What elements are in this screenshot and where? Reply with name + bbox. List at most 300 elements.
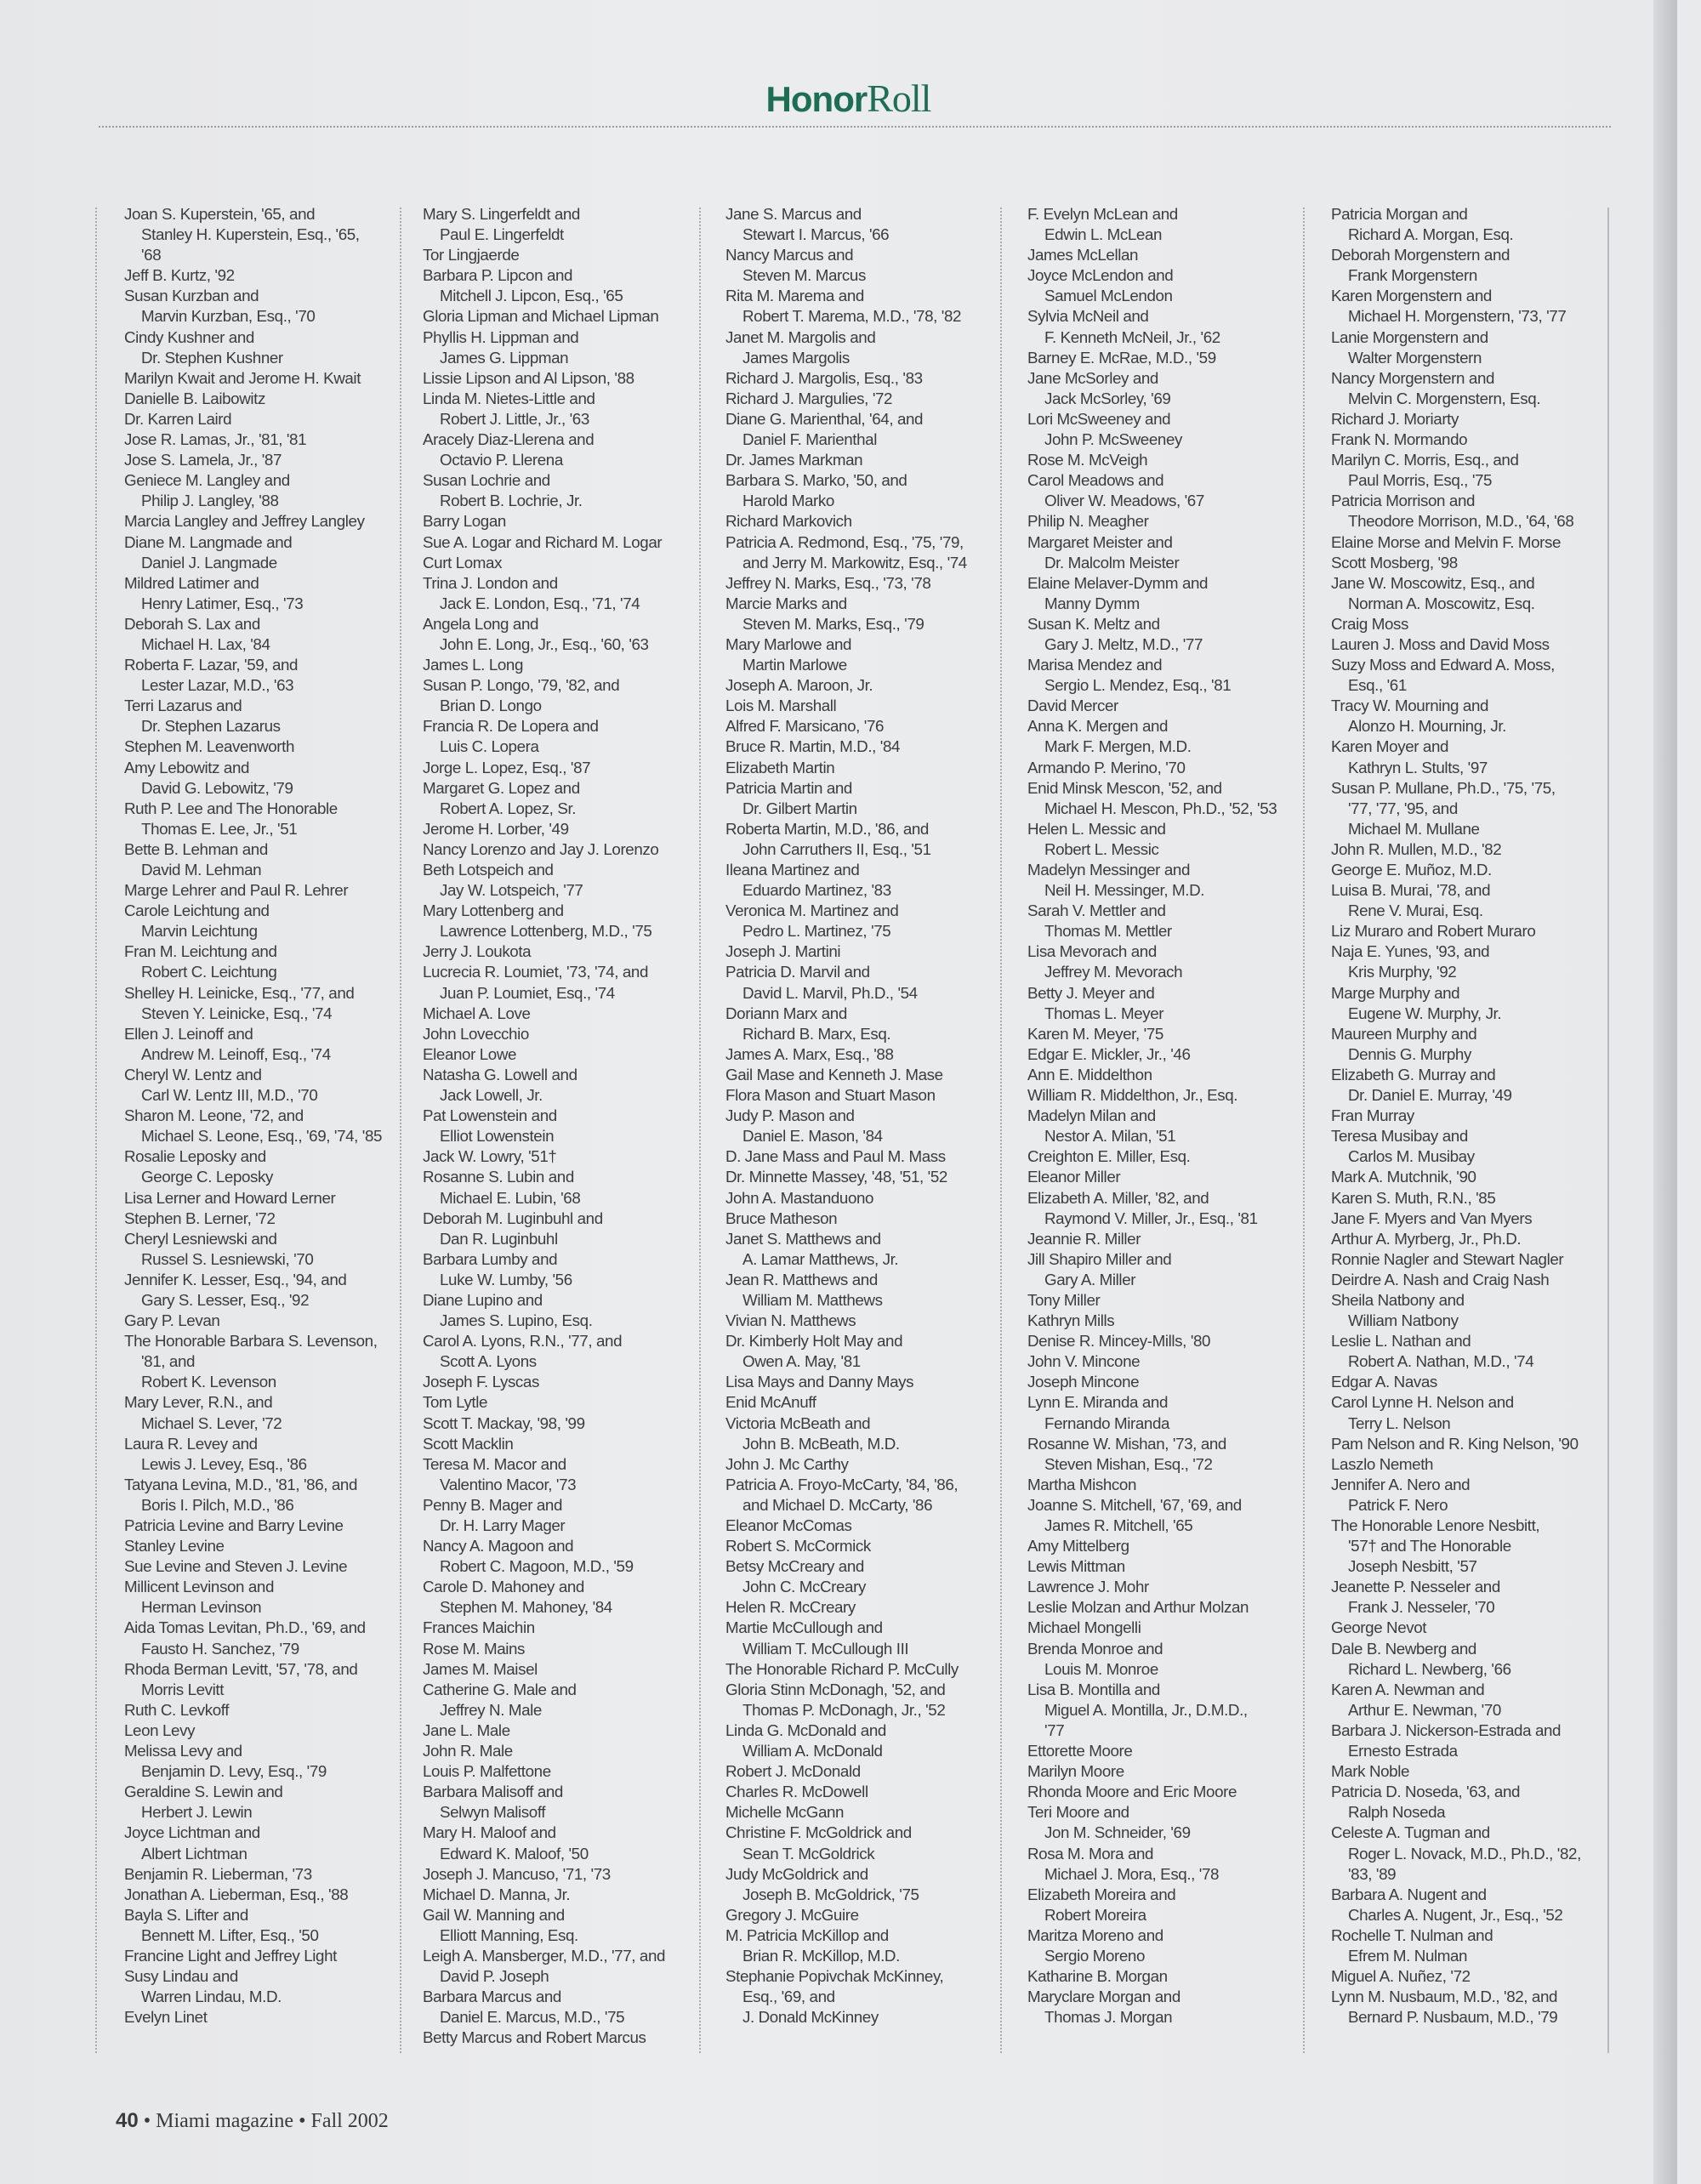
donor-name: Christine F. McGoldrick and: [725, 1823, 912, 1842]
donor-name: Lanie Morgenstern and: [1331, 327, 1488, 346]
donor-name: The Honorable Lenore Nesbitt,: [1331, 1516, 1540, 1534]
donor-name: Cheryl Lesniewski and: [124, 1229, 277, 1248]
page-number: 40: [116, 2109, 139, 2132]
donor-name-continuation: Kathryn L. Stults, '97: [1348, 758, 1488, 776]
donor-name-continuation: Robert J. Little, Jr., '63: [440, 409, 589, 428]
donor-name: Patricia D. Marvil and: [725, 963, 870, 981]
donor-name: Elaine Melaver-Dymm and: [1027, 573, 1209, 592]
donor-name-continuation: Russel S. Lesniewski, '70: [141, 1249, 314, 1268]
donor-name: Beth Lotspeich and: [423, 861, 554, 879]
donor-name: Trina J. London and: [423, 573, 558, 592]
donor-name-continuation: John C. McCreary: [742, 1578, 866, 1596]
donor-name-continuation: Charles A. Nugent, Jr., Esq., '52: [1348, 1905, 1563, 1924]
donor-name-continuation: Boris I. Pilch, M.D., '86: [141, 1495, 294, 1514]
donor-name: Robert J. McDonald: [725, 1762, 861, 1781]
donor-name: Kathryn Mills: [1027, 1311, 1115, 1330]
donor-name: Ruth C. Levkoff: [124, 1700, 230, 1719]
donor-name: Miguel A. Nuñez, '72: [1331, 1967, 1471, 1986]
donor-name: David Mercer: [1027, 697, 1118, 715]
donor-name: Nancy A. Magoon and: [423, 1537, 574, 1556]
donor-name: John R. Mullen, M.D., '82: [1331, 839, 1502, 858]
donor-name-continuation: '68: [141, 246, 162, 264]
donor-name-continuation: William Natbony: [1348, 1311, 1459, 1330]
donor-name-continuation: Walter Morgenstern: [1348, 348, 1482, 367]
donor-name-continuation: Edward K. Maloof, '50: [440, 1844, 589, 1863]
donor-name: Judy McGoldrick and: [725, 1864, 868, 1883]
donor-name: Marisa Mendez and: [1027, 656, 1163, 674]
donor-name-continuation: Richard L. Newberg, '66: [1348, 1659, 1511, 1678]
donor-name-continuation: Richard A. Morgan, Esq.: [1348, 225, 1514, 244]
donor-name-continuation: Steven Y. Leinicke, Esq., '74: [141, 1004, 333, 1022]
donor-name: Aida Tomas Levitan, Ph.D., '69, and: [124, 1618, 366, 1637]
donor-name: Ettorette Moore: [1027, 1742, 1133, 1760]
donor-name: Cindy Kushner and: [124, 327, 254, 346]
donor-name: Teresa Musibay and: [1331, 1127, 1468, 1146]
donor-name-continuation: Louis M. Monroe: [1044, 1659, 1158, 1678]
donor-name: Gloria Stinn McDonagh, '52, and: [725, 1680, 946, 1698]
donor-name-continuation: Gary S. Lesser, Esq., '92: [141, 1290, 310, 1309]
donor-name: Jose S. Lamela, Jr., '87: [124, 451, 282, 469]
donor-name: Veronica M. Martinez and: [725, 901, 899, 920]
donor-name: Phyllis H. Lippman and: [423, 327, 579, 346]
donor-name: Pam Nelson and R. King Nelson, '90: [1331, 1434, 1579, 1453]
donor-name: Joseph F. Lyscas: [423, 1373, 539, 1391]
donor-name: Betty Marcus and Robert Marcus: [423, 2028, 646, 2047]
footer-separator: •: [293, 2110, 311, 2132]
donor-name-continuation: James Margolis: [742, 348, 850, 367]
donor-name: Elaine Morse and Melvin F. Morse: [1331, 532, 1562, 551]
donor-name-continuation: Joseph B. McGoldrick, '75: [742, 1885, 919, 1903]
donor-name: Shelley H. Leinicke, Esq., '77, and: [124, 983, 355, 1002]
donor-name: Marilyn C. Morris, Esq., and: [1331, 451, 1519, 469]
donor-name: Nancy Marcus and: [725, 246, 854, 264]
donor-name: Stephen B. Lerner, '72: [124, 1209, 276, 1227]
donor-name: Elizabeth Moreira and: [1027, 1885, 1176, 1903]
donor-name-continuation: Jack Lowell, Jr.: [440, 1086, 543, 1105]
donor-name: Barbara J. Nickerson-Estrada and: [1331, 1720, 1562, 1739]
donor-name: Gregory J. McGuire: [725, 1905, 859, 1924]
donor-name: Lissie Lipson and Al Lipson, '88: [423, 368, 634, 387]
donor-name-continuation: Efrem M. Nulman: [1348, 1946, 1468, 1965]
donor-name-continuation: Gary A. Miller: [1044, 1270, 1136, 1288]
donor-name: Barry Logan: [423, 512, 506, 531]
donor-name: Leslie Molzan and Arthur Molzan: [1027, 1598, 1249, 1617]
donor-name-continuation: John Carruthers II, Esq., '51: [742, 839, 931, 858]
donor-name: Carole Leichtung and: [124, 901, 270, 920]
donor-name: Bruce Matheson: [725, 1209, 838, 1227]
donor-name: Gail W. Manning and: [423, 1905, 565, 1924]
donor-name: James McLellan: [1027, 246, 1139, 264]
donor-name-continuation: and Michael D. McCarty, '86: [742, 1495, 933, 1514]
donor-name: Jane McSorley and: [1027, 368, 1158, 387]
donor-name-continuation: Theodore Morrison, M.D., '64, '68: [1348, 512, 1574, 531]
donor-name-continuation: George C. Leposky: [141, 1168, 274, 1186]
donor-name: Dr. Kimberly Holt May and: [725, 1332, 903, 1351]
donor-name: Maritza Moreno and: [1027, 1925, 1163, 1944]
donor-name-continuation: Sergio Moreno: [1044, 1946, 1145, 1965]
donor-name: Lisa Lerner and Howard Lerner: [124, 1188, 336, 1207]
donor-name-continuation: Paul E. Lingerfeldt: [440, 225, 564, 244]
donor-name: Susan K. Meltz and: [1027, 614, 1160, 633]
donor-name-continuation: Esq., '69, and: [742, 1988, 835, 2006]
donor-name: Naja E. Yunes, '93, and: [1331, 942, 1490, 961]
donor-name: Frank N. Mormando: [1331, 430, 1468, 449]
donor-name-continuation: Robert Moreira: [1044, 1905, 1146, 1924]
donor-name: Janet S. Matthews and: [725, 1229, 881, 1248]
donor-name-continuation: Michael H. Morgenstern, '73, '77: [1348, 307, 1567, 326]
donor-name-continuation: Alonzo H. Mourning, Jr.: [1348, 717, 1507, 736]
donor-name-continuation: David M. Lehman: [141, 861, 262, 879]
donor-name: Mark Noble: [1331, 1762, 1410, 1781]
donor-name: Craig Moss: [1331, 614, 1408, 633]
donor-name: Karen M. Meyer, '75: [1027, 1024, 1163, 1043]
donor-name: Francia R. De Lopera and: [423, 717, 599, 736]
donor-name: Janet M. Margolis and: [725, 327, 876, 346]
donor-name-continuation: Andrew M. Leinoff, Esq., '74: [141, 1044, 331, 1063]
donor-name: John R. Male: [423, 1742, 513, 1760]
donor-name: Jonathan A. Lieberman, Esq., '88: [124, 1885, 349, 1903]
donor-name: Teri Moore and: [1027, 1803, 1129, 1822]
donor-name-continuation: Elliot Lowenstein: [440, 1127, 555, 1146]
donor-name: Aracely Diaz-Llerena and: [423, 430, 594, 449]
honor-roll-column-4: [1027, 204, 1317, 2028]
donor-name: Catherine G. Male and: [423, 1680, 577, 1698]
donor-name: Lawrence J. Mohr: [1027, 1578, 1149, 1596]
donor-name: Doriann Marx and: [725, 1004, 847, 1022]
donor-name: Francine Light and Jeffrey Light: [124, 1946, 337, 1965]
donor-name: Patricia Martin and: [725, 778, 852, 797]
donor-name-continuation: Eduardo Martinez, '83: [742, 881, 891, 900]
donor-name-continuation: Carlos M. Musibay: [1348, 1147, 1475, 1166]
donor-name: Natasha G. Lowell and: [423, 1065, 577, 1083]
donor-name-continuation: Steven M. Marcus: [742, 266, 866, 285]
donor-name: Sue Levine and Steven J. Levine: [124, 1557, 348, 1576]
donor-name-continuation: '77: [1044, 1720, 1065, 1739]
issue-date: Fall 2002: [310, 2110, 389, 2132]
donor-name: Helen R. McCreary: [725, 1598, 856, 1617]
donor-name-continuation: Kris Murphy, '92: [1348, 963, 1457, 981]
page-footer: [116, 2109, 389, 2133]
donor-name-continuation: Lewis J. Levey, Esq., '86: [141, 1454, 307, 1473]
donor-name: Danielle B. Laibowitz: [124, 389, 265, 407]
donor-name: Rosanne S. Lubin and: [423, 1168, 574, 1186]
donor-name-continuation: Eugene W. Murphy, Jr.: [1348, 1004, 1502, 1022]
donor-name: Karen S. Muth, R.N., '85: [1331, 1188, 1496, 1207]
donor-name-continuation: Samuel McLendon: [1044, 287, 1173, 305]
donor-name: Deborah S. Lax and: [124, 614, 260, 633]
donor-name: Karen Morgenstern and: [1331, 287, 1492, 305]
donor-name: Jack W. Lowry, '51†: [423, 1147, 557, 1166]
donor-name: Maureen Murphy and: [1331, 1024, 1477, 1043]
donor-name: Madelyn Messinger and: [1027, 861, 1190, 879]
donor-name: Barbara P. Lipcon and: [423, 266, 573, 285]
donor-name: Brenda Monroe and: [1027, 1639, 1163, 1658]
donor-name-continuation: Herbert J. Lewin: [141, 1803, 253, 1822]
donor-name-continuation: '77, '77, '95, and: [1348, 799, 1458, 817]
honor-roll-column-1: [124, 204, 413, 2028]
donor-name: Michael A. Love: [423, 1004, 531, 1022]
donor-name: Jeffrey N. Marks, Esq., '73, '78: [725, 573, 931, 592]
donor-name: Michelle McGann: [725, 1803, 845, 1822]
donor-name-continuation: Thomas E. Lee, Jr., '51: [141, 819, 298, 838]
donor-name: John V. Mincone: [1027, 1352, 1141, 1371]
donor-name: Diane G. Marienthal, '64, and: [725, 409, 924, 428]
donor-name: Michael D. Manna, Jr.: [423, 1885, 571, 1903]
donor-name-continuation: Dr. H. Larry Mager: [440, 1516, 566, 1534]
donor-name-continuation: Robert C. Magoon, M.D., '59: [440, 1557, 634, 1576]
donor-name-continuation: Raymond V. Miller, Jr., Esq., '81: [1044, 1209, 1258, 1227]
donor-name: Bayla S. Lifter and: [124, 1905, 248, 1924]
donor-name-continuation: Michael J. Mora, Esq., '78: [1044, 1864, 1220, 1883]
donor-name: Jane S. Marcus and: [725, 205, 862, 223]
donor-name: Betsy McCreary and: [725, 1557, 864, 1576]
donor-name-continuation: Jack E. London, Esq., '71, '74: [440, 594, 640, 612]
donor-name: Angela Long and: [423, 614, 539, 633]
donor-name-continuation: Frank Morgenstern: [1348, 266, 1477, 285]
donor-name: Karen Moyer and: [1331, 737, 1449, 756]
donor-name: Roberta Martin, M.D., '86, and: [725, 819, 929, 838]
donor-name: Lucrecia R. Loumiet, '73, '74, and: [423, 963, 649, 981]
donor-name: William R. Middelthon, Jr., Esq.: [1027, 1086, 1238, 1105]
donor-name: Frances Maichin: [423, 1618, 535, 1637]
donor-name: Suzy Moss and Edward A. Moss,: [1331, 656, 1555, 674]
donor-name: Marcia Langley and Jeffrey Langley: [124, 512, 365, 531]
donor-name: Jerome H. Lorber, '49: [423, 819, 569, 838]
donor-name: Enid Minsk Mescon, '52, and: [1027, 778, 1222, 797]
donor-name: Susan Lochrie and: [423, 471, 550, 490]
donor-name: Carole D. Mahoney and: [423, 1578, 584, 1596]
donor-name: Martha Mishcon: [1027, 1475, 1137, 1493]
donor-name-continuation: John B. McBeath, M.D.: [742, 1434, 900, 1453]
donor-name: Lisa Mays and Danny Mays: [725, 1373, 914, 1391]
donor-name-continuation: Elliott Manning, Esq.: [440, 1925, 578, 1944]
donor-name-continuation: F. Kenneth McNeil, Jr., '62: [1044, 327, 1220, 346]
donor-name: Martie McCullough and: [725, 1618, 883, 1637]
donor-name: Leigh A. Mansberger, M.D., '77, and: [423, 1946, 666, 1965]
donor-name: Susan Kurzban and: [124, 287, 259, 305]
donor-name: George Nevot: [1331, 1618, 1427, 1637]
donor-name-continuation: Neil H. Messinger, M.D.: [1044, 881, 1205, 900]
donor-name: Ronnie Nagler and Stewart Nagler: [1331, 1249, 1564, 1268]
donor-name: Gary P. Levan: [124, 1311, 220, 1330]
donor-name: Lynn M. Nusbaum, M.D., '82, and: [1331, 1988, 1558, 2006]
donor-name-continuation: Stewart I. Marcus, '66: [742, 225, 890, 244]
donor-name: Jose R. Lamas, Jr., '81, '81: [124, 430, 307, 449]
donor-name: Mary Marlowe and: [725, 634, 852, 653]
donor-name: Richard J. Margulies, '72: [725, 389, 893, 407]
donor-name-continuation: Marvin Leichtung: [141, 922, 258, 941]
donor-name: Barbara Marcus and: [423, 1988, 561, 2006]
donor-name: Mary Lever, R.N., and: [124, 1393, 273, 1412]
donor-name: Marge Lehrer and Paul R. Lehrer: [124, 881, 349, 900]
honor-roll-column-3: [725, 204, 1015, 2028]
donor-name: Denise R. Mincey-Mills, '80: [1027, 1332, 1211, 1351]
donor-name: Edgar E. Mickler, Jr., '46: [1027, 1044, 1191, 1063]
donor-name: Eleanor Lowe: [423, 1044, 517, 1063]
donor-name: Jean R. Matthews and: [725, 1270, 878, 1288]
donor-name-continuation: Robert A. Lopez, Sr.: [440, 799, 577, 817]
donor-name: Barbara Lumby and: [423, 1249, 558, 1268]
donor-name: Carol A. Lyons, R.N., '77, and: [423, 1332, 623, 1351]
donor-name: Marcie Marks and: [725, 594, 847, 612]
donor-name: Edgar A. Navas: [1331, 1373, 1437, 1391]
donor-name-continuation: Dr. Daniel E. Murray, '49: [1348, 1086, 1512, 1105]
donor-name: Judy P. Mason and: [725, 1106, 855, 1125]
donor-name-continuation: Octavio P. Llerena: [440, 451, 563, 469]
donor-name-continuation: Brian R. McKillop, M.D.: [742, 1946, 900, 1965]
donor-name: Scott Mosberg, '98: [1331, 553, 1458, 572]
donor-name-continuation: Ernesto Estrada: [1348, 1742, 1458, 1760]
donor-name-continuation: Esq., '61: [1348, 676, 1407, 695]
donor-name: Arthur A. Myrberg, Jr., Ph.D.: [1331, 1229, 1522, 1248]
donor-name-continuation: David P. Joseph: [440, 1967, 549, 1986]
donor-name: Tony Miller: [1027, 1290, 1101, 1309]
donor-name: Patricia A. Froyo-McCarty, '84, '86,: [725, 1475, 959, 1493]
donor-name: Bruce R. Martin, M.D., '84: [725, 737, 901, 756]
donor-name-continuation: Michael E. Lubin, '68: [440, 1188, 581, 1207]
donor-name: Ellen J. Leinoff and: [124, 1024, 253, 1043]
donor-name: Rhonda Moore and Eric Moore: [1027, 1783, 1237, 1801]
donor-name-continuation: Bernard P. Nusbaum, M.D., '79: [1348, 2008, 1558, 2027]
donor-name-continuation: Luke W. Lumby, '56: [440, 1270, 572, 1288]
donor-name: Deborah Morgenstern and: [1331, 246, 1510, 264]
donor-name: Scott T. Mackay, '98, '99: [423, 1413, 585, 1432]
donor-name-continuation: Rene V. Murai, Esq.: [1348, 901, 1483, 920]
donor-name-continuation: William A. McDonald: [742, 1742, 883, 1760]
donor-name-continuation: Daniel E. Mason, '84: [742, 1127, 883, 1146]
donor-name: Creighton E. Miller, Esq.: [1027, 1147, 1191, 1166]
donor-name: Rochelle T. Nulman and: [1331, 1925, 1493, 1944]
donor-name: Lewis Mittman: [1027, 1557, 1125, 1576]
donor-name-continuation: David L. Marvil, Ph.D., '54: [742, 983, 918, 1002]
donor-name: Gloria Lipman and Michael Lipman: [423, 307, 659, 326]
donor-name: Rosalie Leposky and: [124, 1147, 266, 1166]
donor-name: Jennifer K. Lesser, Esq., '94, and: [124, 1270, 347, 1288]
donor-name-continuation: Terry L. Nelson: [1348, 1413, 1451, 1432]
donor-name: Madelyn Milan and: [1027, 1106, 1156, 1125]
donor-name: Evelyn Linet: [124, 2008, 208, 2027]
donor-name: Patricia Levine and Barry Levine: [124, 1516, 344, 1534]
donor-name-continuation: Dan R. Luginbuhl: [440, 1229, 558, 1248]
donor-name: Eleanor McComas: [725, 1516, 852, 1534]
donor-name: Geniece M. Langley and: [124, 471, 290, 490]
donor-name: Lauren J. Moss and David Moss: [1331, 634, 1550, 653]
donor-name: Elizabeth Martin: [725, 758, 835, 776]
donor-name: Sheila Natbony and: [1331, 1290, 1465, 1309]
donor-name-continuation: Owen A. May, '81: [742, 1352, 861, 1371]
donor-name-continuation: Stanley H. Kuperstein, Esq., '65,: [141, 225, 360, 244]
donor-name: Liz Muraro and Robert Muraro: [1331, 922, 1536, 941]
donor-name: Helen L. Messic and: [1027, 819, 1166, 838]
donor-name: Richard J. Margolis, Esq., '83: [725, 368, 923, 387]
donor-name-continuation: Robert L. Messic: [1044, 839, 1159, 858]
donor-name-continuation: Valentino Macor, '73: [440, 1475, 577, 1493]
donor-name-continuation: Paul Morris, Esq., '75: [1348, 471, 1493, 490]
donor-name: Patricia Morgan and: [1331, 205, 1468, 223]
donor-name: Jeff B. Kurtz, '92: [124, 266, 235, 285]
header-title-roll: Roll: [867, 77, 931, 120]
donor-name: Barbara S. Marko, '50, and: [725, 471, 907, 490]
donor-name: Millicent Levinson and: [124, 1578, 274, 1596]
donor-name: Joseph A. Maroon, Jr.: [725, 676, 873, 695]
donor-name-continuation: Lawrence Lottenberg, M.D., '75: [440, 922, 652, 941]
donor-name-continuation: Jeffrey M. Mevorach: [1044, 963, 1183, 981]
donor-name: Louis P. Malfettone: [423, 1762, 551, 1781]
donor-name: The Honorable Richard P. McCully: [725, 1659, 959, 1678]
donor-name: Elizabeth G. Murray and: [1331, 1065, 1496, 1083]
donor-name-continuation: Warren Lindau, M.D.: [141, 1988, 282, 2006]
donor-name-continuation: Thomas M. Mettler: [1044, 922, 1172, 941]
donor-name-continuation: Richard B. Marx, Esq.: [742, 1024, 891, 1043]
donor-name: Patricia D. Noseda, '63, and: [1331, 1783, 1521, 1801]
donor-name: Ileana Martinez and: [725, 861, 860, 879]
donor-name: Susy Lindau and: [124, 1967, 238, 1986]
donor-name-continuation: Michael H. Lax, '84: [141, 634, 270, 653]
donor-name: Susan P. Longo, '79, '82, and: [423, 676, 620, 695]
donor-name-continuation: William M. Matthews: [742, 1290, 883, 1309]
donor-name: Jill Shapiro Miller and: [1027, 1249, 1172, 1268]
donor-name-continuation: Mitchell J. Lipcon, Esq., '65: [440, 287, 623, 305]
donor-name: Jerry J. Loukota: [423, 942, 532, 961]
donor-name: Linda M. Nietes-Little and: [423, 389, 595, 407]
donor-name-continuation: James R. Mitchell, '65: [1044, 1516, 1193, 1534]
donor-name-continuation: Edwin L. McLean: [1044, 225, 1163, 244]
donor-name: Jane W. Moscowitz, Esq., and: [1331, 573, 1535, 592]
donor-name: Nancy Lorenzo and Jay J. Lorenzo: [423, 839, 659, 858]
donor-name: Fran M. Leichtung and: [124, 942, 277, 961]
donor-name: James A. Marx, Esq., '88: [725, 1044, 894, 1063]
donor-name-continuation: John E. Long, Jr., Esq., '60, '63: [440, 634, 649, 653]
donor-name-continuation: Martin Marlowe: [742, 656, 847, 674]
donor-name: Sarah V. Mettler and: [1027, 901, 1166, 920]
donor-name: Philip N. Meagher: [1027, 512, 1149, 531]
donor-name: Gail Mase and Kenneth J. Mase: [725, 1065, 943, 1083]
donor-name-continuation: Gary J. Meltz, M.D., '77: [1044, 634, 1203, 653]
donor-name: Bette B. Lehman and: [124, 839, 268, 858]
donor-name-continuation: Michael S. Lever, '72: [141, 1413, 282, 1432]
donor-name-continuation: Ralph Noseda: [1348, 1803, 1446, 1822]
donor-name: Rosanne W. Mishan, '73, and: [1027, 1434, 1226, 1453]
donor-name-continuation: A. Lamar Matthews, Jr.: [742, 1249, 899, 1268]
donor-name: M. Patricia McKillop and: [725, 1925, 889, 1944]
footer-separator: •: [138, 2110, 156, 2132]
donor-name-continuation: David G. Lebowitz, '79: [141, 778, 293, 797]
donor-name-continuation: Dennis G. Murphy: [1348, 1044, 1471, 1063]
donor-name-continuation: Dr. Stephen Lazarus: [141, 717, 281, 736]
donor-name-continuation: Steven Mishan, Esq., '72: [1044, 1454, 1213, 1473]
donor-name: Michael Mongelli: [1027, 1618, 1141, 1637]
donor-name-continuation: Robert A. Nathan, M.D., '74: [1348, 1352, 1534, 1371]
honor-roll-column-2: [423, 204, 712, 2048]
donor-name: Teresa M. Macor and: [423, 1454, 566, 1473]
donor-name-continuation: Fernando Miranda: [1044, 1413, 1170, 1432]
donor-name-continuation: '57† and The Honorable: [1348, 1537, 1511, 1556]
donor-name: F. Evelyn McLean and: [1027, 205, 1178, 223]
donor-name-continuation: Daniel F. Marienthal: [742, 430, 877, 449]
donor-name: Victoria McBeath and: [725, 1413, 871, 1432]
donor-name-continuation: Juan P. Loumiet, Esq., '74: [440, 983, 615, 1002]
donor-name: Margaret Meister and: [1027, 532, 1173, 551]
donor-name: Benjamin R. Lieberman, '73: [124, 1864, 312, 1883]
donor-name: John Lovecchio: [423, 1024, 529, 1043]
donor-name: Diane Lupino and: [423, 1290, 543, 1309]
donor-name: Eleanor Miller: [1027, 1168, 1121, 1186]
donor-name: Rose M. McVeigh: [1027, 451, 1148, 469]
donor-name: D. Jane Mass and Paul M. Mass: [725, 1147, 946, 1166]
donor-name: Karen A. Newman and: [1331, 1680, 1485, 1698]
donor-name: John A. Mastanduono: [725, 1188, 874, 1207]
donor-name: Nancy Morgenstern and: [1331, 368, 1495, 387]
